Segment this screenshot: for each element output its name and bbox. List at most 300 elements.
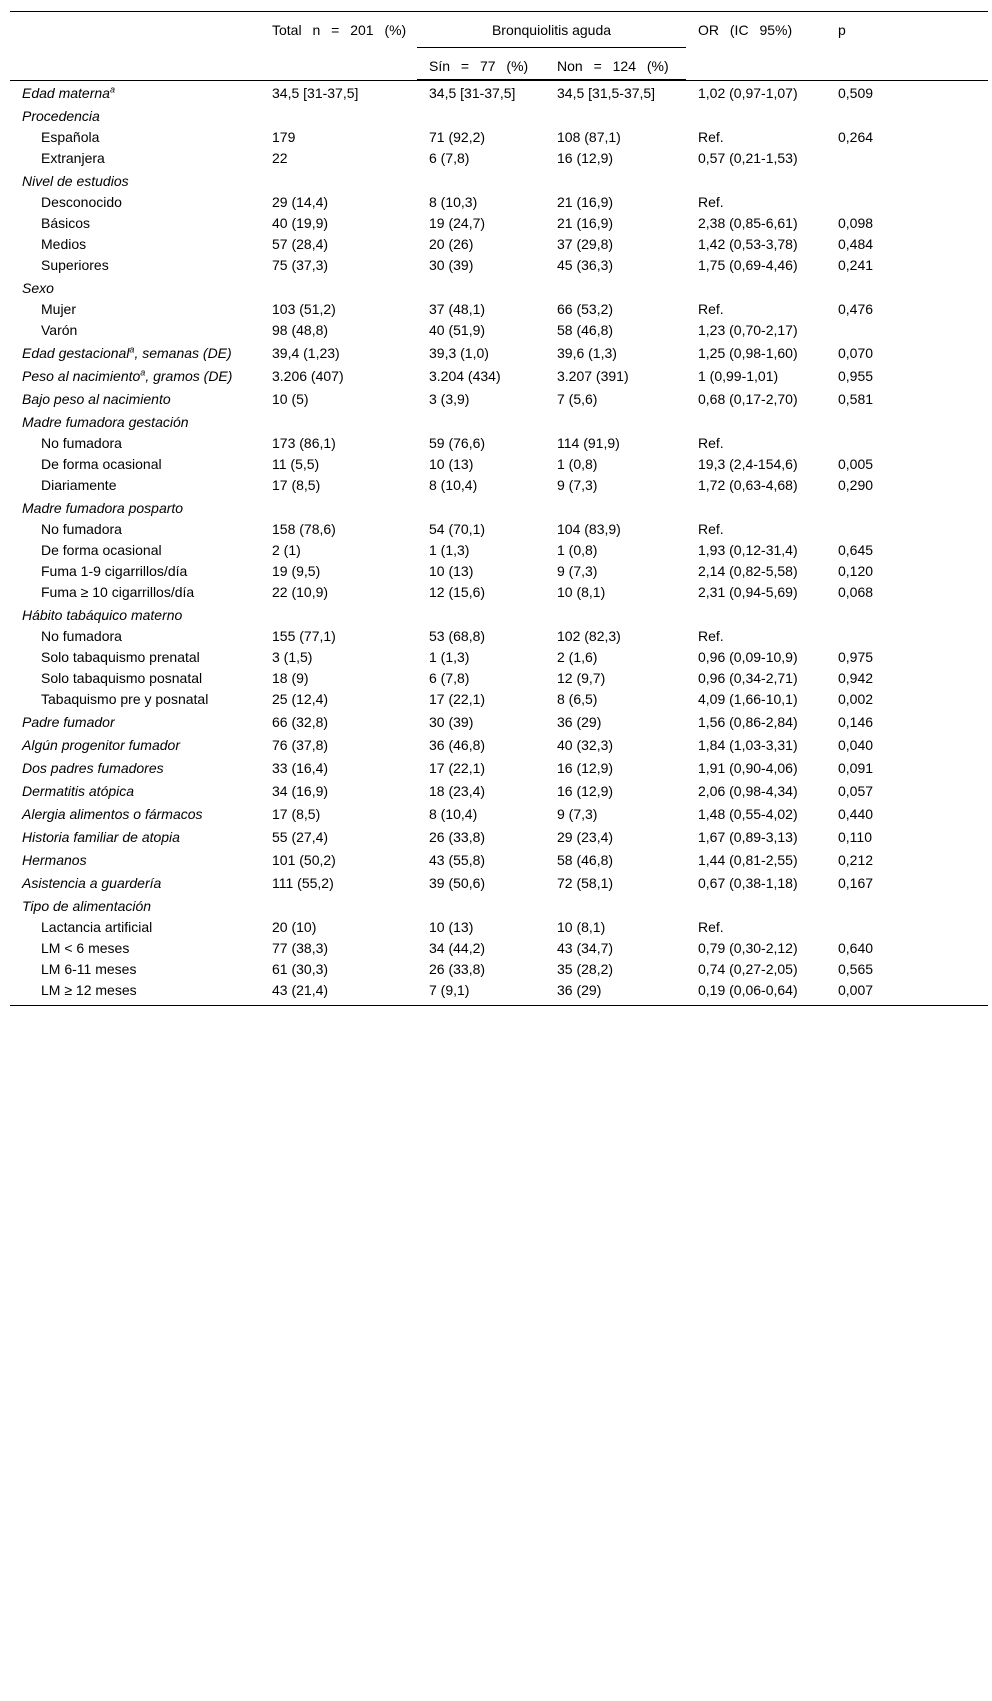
cell-non: 102 (82,3) <box>557 628 621 644</box>
row-label <box>10 668 260 689</box>
cell-or: 2,14 (0,82-5,58) <box>698 563 798 579</box>
cell-p <box>826 320 988 341</box>
cell-total: 55 (27,4) <box>272 829 329 845</box>
row-label-text: Hermanos <box>22 852 87 868</box>
table-row <box>10 779 988 802</box>
cell-or: 2,31 (0,94-5,69) <box>698 584 798 600</box>
row-label-text: Medios <box>41 236 87 252</box>
row-label <box>10 733 260 756</box>
row-label <box>10 603 260 626</box>
row-label <box>10 561 260 582</box>
table-row <box>10 802 988 825</box>
group-header-row <box>10 169 988 192</box>
cell-total: 77 (38,3) <box>272 940 329 956</box>
row-label <box>10 710 260 733</box>
cell-sin: 37 (48,1) <box>429 301 486 317</box>
cell-sin: 43 (55,8) <box>429 852 486 868</box>
row-label <box>10 626 260 647</box>
table-row <box>10 192 988 213</box>
row-label-text: Fuma 1-9 cigarrillos/día <box>41 563 188 579</box>
cell-p <box>826 192 988 213</box>
group-filler <box>260 169 988 192</box>
row-label-text: Madre fumadora posparto <box>22 500 184 516</box>
cell-total: 43 (21,4) <box>260 980 417 1006</box>
cell-sin: 10 (13) <box>429 563 474 579</box>
row-label-text: Solo tabaquismo prenatal <box>41 649 200 665</box>
row-label-text: Tabaquismo pre y posnatal <box>41 691 209 707</box>
cell-non: 8 (6,5) <box>557 691 598 707</box>
group-filler <box>260 603 988 626</box>
cell-non: 29 (23,4) <box>557 829 614 845</box>
cell-or: 2,06 (0,98-4,34) <box>698 783 798 799</box>
table-row <box>10 689 988 710</box>
cell-p: 0,040 <box>838 737 874 753</box>
footnote-marker: a <box>129 344 135 355</box>
cell-non: 36 (29) <box>545 980 686 1006</box>
row-label-text: Tipo de alimentación <box>22 898 152 914</box>
cell-total: 34 (16,9) <box>272 783 329 799</box>
row-label-rest: , semanas (DE) <box>134 345 232 361</box>
table-row <box>10 647 988 668</box>
row-label <box>10 364 260 387</box>
cell-sin: 36 (46,8) <box>429 737 486 753</box>
row-label-text: Española <box>41 129 100 145</box>
cell-or: 1,23 (0,70-2,17) <box>698 322 798 338</box>
cell-sin: 39 (50,6) <box>429 875 486 891</box>
cell-p: 0,005 <box>838 456 874 472</box>
cell-p: 0,440 <box>838 806 874 822</box>
cell-sin: 6 (7,8) <box>429 670 470 686</box>
cell-p: 0,070 <box>838 345 874 361</box>
cell-or: 1,44 (0,81-2,55) <box>698 852 798 868</box>
table-row <box>10 959 988 980</box>
group-filler <box>260 276 988 299</box>
table-row <box>10 561 988 582</box>
row-label-text: Desconocido <box>41 194 122 210</box>
row-label <box>10 255 260 276</box>
cell-sin: 34 (44,2) <box>429 940 486 956</box>
cell-sin: 59 (76,6) <box>429 435 486 451</box>
footnote-marker: a <box>140 367 146 378</box>
header-p: p <box>838 22 846 38</box>
group-filler <box>260 104 988 127</box>
cell-p <box>826 519 988 540</box>
cell-sin: 20 (26) <box>429 236 474 252</box>
table-row <box>10 127 988 148</box>
cell-total: 33 (16,4) <box>272 760 329 776</box>
cell-or: Ref. <box>698 435 724 451</box>
cell-non: 10 (8,1) <box>557 584 606 600</box>
cell-p <box>826 917 988 938</box>
cell-p: 0,068 <box>838 584 874 600</box>
cell-total: 179 <box>272 129 296 145</box>
row-label <box>10 127 260 148</box>
row-label <box>10 148 260 169</box>
header-total: Total n = 201 (%) <box>272 22 407 38</box>
cell-non: 21 (16,9) <box>557 215 614 231</box>
group-header-row <box>10 894 988 917</box>
cell-non: 40 (32,3) <box>557 737 614 753</box>
cell-non: 1 (0,8) <box>557 456 598 472</box>
cell-sin: 53 (68,8) <box>429 628 486 644</box>
cell-sin: 71 (92,2) <box>429 129 486 145</box>
cell-non: 1 (0,8) <box>557 542 598 558</box>
table-row <box>10 848 988 871</box>
table-row <box>10 668 988 689</box>
row-label <box>10 540 260 561</box>
cell-sin: 8 (10,3) <box>429 194 478 210</box>
row-label <box>10 475 260 496</box>
row-label-text: Extranjera <box>41 150 105 166</box>
cell-total: 155 (77,1) <box>272 628 336 644</box>
cell-sin: 3 (3,9) <box>429 391 470 407</box>
row-label-text: Edad materna <box>22 85 110 101</box>
cell-sin: 19 (24,7) <box>429 215 486 231</box>
row-label-text: Superiores <box>41 257 109 273</box>
row-label <box>10 433 260 454</box>
row-label <box>10 871 260 894</box>
row-label-text: De forma ocasional <box>41 456 162 472</box>
row-label <box>10 454 260 475</box>
row-label <box>10 848 260 871</box>
table-row <box>10 299 988 320</box>
row-label <box>10 647 260 668</box>
row-label-text: No fumadora <box>41 435 122 451</box>
cell-or: 0,68 (0,17-2,70) <box>698 391 798 407</box>
group-header-row <box>10 603 988 626</box>
group-header-row <box>10 496 988 519</box>
row-label <box>10 894 260 917</box>
cell-p <box>826 148 988 169</box>
cell-total: 17 (8,5) <box>272 477 321 493</box>
cell-p: 0,290 <box>838 477 874 493</box>
table-row <box>10 387 988 410</box>
cell-or: 0,67 (0,38-1,18) <box>698 875 798 891</box>
cell-non: 21 (16,9) <box>557 194 614 210</box>
row-label-text: Mujer <box>41 301 77 317</box>
cell-or: Ref. <box>698 521 724 537</box>
cell-or: Ref. <box>698 628 724 644</box>
cell-total: 22 <box>272 150 288 166</box>
cell-total: 20 (10) <box>272 919 317 935</box>
row-label <box>10 320 260 341</box>
row-label <box>10 234 260 255</box>
row-label <box>10 519 260 540</box>
row-label <box>10 341 260 364</box>
cell-or: 1,75 (0,69-4,46) <box>698 257 798 273</box>
row-label-text: Algún progenitor fumador <box>22 737 180 753</box>
table-row <box>10 626 988 647</box>
cell-non: 35 (28,2) <box>557 961 614 977</box>
row-label-text: Dermatitis atópica <box>22 783 135 799</box>
cell-non: 2 (1,6) <box>557 649 598 665</box>
cell-non: 58 (46,8) <box>557 852 614 868</box>
group-header-row <box>10 276 988 299</box>
cell-p: 0,110 <box>838 829 872 845</box>
cell-non: 12 (9,7) <box>557 670 606 686</box>
cell-p: 0,057 <box>838 783 874 799</box>
header-sin: Sín = 77 (%) <box>417 48 545 80</box>
table-row <box>10 825 988 848</box>
row-label <box>10 779 260 802</box>
cell-p: 0,955 <box>838 368 874 384</box>
cell-total: 75 (37,3) <box>272 257 329 273</box>
cell-total: 22 (10,9) <box>272 584 329 600</box>
cell-total: 39,4 (1,23) <box>272 345 340 361</box>
row-label <box>10 192 260 213</box>
cell-sin: 17 (22,1) <box>429 691 486 707</box>
cell-p: 0,942 <box>838 670 874 686</box>
cell-or: 1,67 (0,89-3,13) <box>698 829 798 845</box>
cell-or: 0,57 (0,21-1,53) <box>698 150 798 166</box>
row-label-text: Sexo <box>22 280 54 296</box>
cell-or: 0,96 (0,09-10,9) <box>698 649 798 665</box>
cell-sin: 8 (10,4) <box>429 806 478 822</box>
cell-or: 1,72 (0,63-4,68) <box>698 477 798 493</box>
table-row <box>10 81 988 105</box>
table-body <box>10 81 988 1006</box>
cell-p: 0,645 <box>838 542 874 558</box>
row-label-text: Padre fumador <box>22 714 115 730</box>
row-label <box>10 802 260 825</box>
cell-total: 25 (12,4) <box>272 691 329 707</box>
cell-p: 0,241 <box>838 257 874 273</box>
cell-sin: 1 (1,3) <box>429 649 470 665</box>
row-label <box>10 496 260 519</box>
cell-non: 108 (87,1) <box>557 129 621 145</box>
row-label-text: LM 6-11 meses <box>41 961 137 977</box>
data-table-container <box>10 11 988 1006</box>
cell-p <box>826 626 988 647</box>
row-label-text: Alergia alimentos o fármacos <box>22 806 203 822</box>
header-non: Non = 124 (%) <box>545 48 686 80</box>
cell-sin: 10 (13) <box>429 456 474 472</box>
group-header-row <box>10 410 988 433</box>
cell-or: 2,38 (0,85-6,61) <box>698 215 798 231</box>
cell-total: 101 (50,2) <box>272 852 336 868</box>
cell-or: 1 (0,99-1,01) <box>698 368 779 384</box>
row-label <box>10 689 260 710</box>
cell-p: 0,146 <box>838 714 874 730</box>
group-filler <box>260 496 988 519</box>
cell-total: 29 (14,4) <box>272 194 329 210</box>
cell-non: 58 (46,8) <box>557 322 614 338</box>
row-label-text: Asistencia a guardería <box>22 875 162 891</box>
row-label-text: No fumadora <box>41 628 122 644</box>
cell-total: 19 (9,5) <box>272 563 321 579</box>
cell-or: 1,56 (0,86-2,84) <box>698 714 798 730</box>
row-label-text: Lactancia artificial <box>41 919 153 935</box>
cell-total: 10 (5) <box>272 391 309 407</box>
row-label <box>10 410 260 433</box>
cell-sin: 18 (23,4) <box>429 783 486 799</box>
cell-non: 36 (29) <box>557 714 602 730</box>
cell-or: 1,48 (0,55-4,02) <box>698 806 798 822</box>
cell-sin: 39,3 (1,0) <box>429 345 489 361</box>
row-label <box>10 169 260 192</box>
row-label <box>10 917 260 938</box>
header-variable-cell <box>10 12 260 80</box>
row-label <box>10 81 260 105</box>
cell-total: 17 (8,5) <box>272 806 321 822</box>
row-label-text: No fumadora <box>41 521 122 537</box>
cell-total: 103 (51,2) <box>272 301 336 317</box>
cell-sin: 40 (51,9) <box>429 322 486 338</box>
cell-p: 0,091 <box>838 760 874 776</box>
row-label-rest: , gramos (DE) <box>145 368 233 384</box>
cell-p: 0,509 <box>838 85 874 101</box>
cell-total: 3.206 (407) <box>272 368 344 384</box>
table-row <box>10 756 988 779</box>
cell-or: 0,96 (0,34-2,71) <box>698 670 798 686</box>
row-label <box>10 582 260 603</box>
cell-total: 158 (78,6) <box>272 521 336 537</box>
cell-non: 10 (8,1) <box>557 919 606 935</box>
table-row <box>10 519 988 540</box>
cell-or: 0,19 (0,06-0,64) <box>686 980 826 1006</box>
cell-non: 9 (7,3) <box>557 806 598 822</box>
row-label <box>10 756 260 779</box>
cell-p: 0,167 <box>838 875 874 891</box>
cell-sin: 34,5 [31-37,5] <box>429 85 516 101</box>
cell-p: 0,565 <box>838 961 874 977</box>
cell-sin: 6 (7,8) <box>429 150 470 166</box>
cell-total: 98 (48,8) <box>272 322 329 338</box>
table-row <box>10 454 988 475</box>
cell-sin: 17 (22,1) <box>429 760 486 776</box>
cell-sin: 3.204 (434) <box>429 368 501 384</box>
cell-total: 66 (32,8) <box>272 714 329 730</box>
cell-non: 9 (7,3) <box>557 477 598 493</box>
cell-non: 114 (91,9) <box>557 435 620 451</box>
cell-non: 7 (5,6) <box>557 391 598 407</box>
row-label-text: Solo tabaquismo posnatal <box>41 670 203 686</box>
cell-p: 0,975 <box>838 649 874 665</box>
row-label <box>10 276 260 299</box>
cell-sin: 30 (39) <box>429 714 474 730</box>
row-label <box>10 387 260 410</box>
row-label-text: Básicos <box>41 215 91 231</box>
cell-sin: 7 (9,1) <box>417 980 545 1006</box>
row-label-text: Procedencia <box>22 108 100 124</box>
cell-non: 104 (83,9) <box>557 521 621 537</box>
table-row <box>10 234 988 255</box>
cell-or: 1,84 (1,03-3,31) <box>698 737 798 753</box>
cell-non: 9 (7,3) <box>557 563 598 579</box>
cell-or: 1,93 (0,12-31,4) <box>698 542 798 558</box>
table-row <box>10 980 988 1006</box>
cell-p: 0,212 <box>838 852 874 868</box>
cell-p <box>826 433 988 454</box>
cell-p: 0,007 <box>826 980 988 1006</box>
table-row <box>10 364 988 387</box>
cell-p: 0,640 <box>838 940 874 956</box>
cell-total: 34,5 [31-37,5] <box>272 85 359 101</box>
row-label-text: Varón <box>41 322 78 338</box>
cell-p: 0,264 <box>838 129 874 145</box>
footnote-marker: a <box>109 84 115 95</box>
cell-sin: 8 (10,4) <box>429 477 478 493</box>
cell-or: Ref. <box>698 919 724 935</box>
row-label <box>10 299 260 320</box>
cell-or: 0,79 (0,30-2,12) <box>698 940 798 956</box>
row-label-text: LM < 6 meses <box>41 940 130 956</box>
row-label-text: Peso al nacimiento <box>22 368 141 384</box>
row-label-text: Dos padres fumadores <box>22 760 164 776</box>
row-label-text: Bajo peso al nacimiento <box>22 391 171 407</box>
table-row <box>10 341 988 364</box>
row-label <box>10 959 260 980</box>
cell-non: 39,6 (1,3) <box>557 345 617 361</box>
cell-sin: 12 (15,6) <box>429 584 486 600</box>
cell-non: 34,5 [31,5-37,5] <box>557 85 656 101</box>
row-label <box>10 938 260 959</box>
cell-non: 66 (53,2) <box>557 301 614 317</box>
cell-p: 0,098 <box>838 215 874 231</box>
group-filler <box>260 410 988 433</box>
data-table <box>10 11 988 1006</box>
table-row <box>10 871 988 894</box>
cell-sin: 1 (1,3) <box>429 542 470 558</box>
row-label-text: De forma ocasional <box>41 542 162 558</box>
cell-total: 11 (5,5) <box>272 456 320 472</box>
table-row <box>10 475 988 496</box>
group-filler <box>260 894 988 917</box>
row-label <box>10 980 260 1006</box>
group-header-row <box>10 104 988 127</box>
cell-or: 1,02 (0,97-1,07) <box>698 85 798 101</box>
row-label-text: Nivel de estudios <box>22 173 129 189</box>
cell-non: 3.207 (391) <box>557 368 629 384</box>
cell-total: 40 (19,9) <box>272 215 329 231</box>
cell-or: Ref. <box>698 301 724 317</box>
cell-or: 1,91 (0,90-4,06) <box>698 760 798 776</box>
row-label <box>10 825 260 848</box>
cell-non: 16 (12,9) <box>557 783 614 799</box>
cell-p: 0,581 <box>838 391 874 407</box>
table-row <box>10 148 988 169</box>
cell-total: 18 (9) <box>272 670 309 686</box>
cell-sin: 54 (70,1) <box>429 521 486 537</box>
cell-or: 1,25 (0,98-1,60) <box>698 345 798 361</box>
row-label-text: Historia familiar de atopia <box>22 829 180 845</box>
cell-total: 61 (30,3) <box>272 961 329 977</box>
cell-or: 0,74 (0,27-2,05) <box>698 961 798 977</box>
cell-non: 16 (12,9) <box>557 150 614 166</box>
table-row <box>10 540 988 561</box>
cell-non: 72 (58,1) <box>557 875 614 891</box>
cell-total: 111 (55,2) <box>272 875 334 891</box>
cell-p: 0,120 <box>838 563 874 579</box>
cell-total: 57 (28,4) <box>272 236 329 252</box>
cell-total: 173 (86,1) <box>272 435 336 451</box>
cell-total: 76 (37,8) <box>272 737 329 753</box>
cell-sin: 30 (39) <box>429 257 474 273</box>
header-group: Bronquiolitis aguda <box>417 12 686 48</box>
table-row <box>10 710 988 733</box>
table-row <box>10 938 988 959</box>
table-row <box>10 917 988 938</box>
table-row <box>10 255 988 276</box>
cell-sin: 10 (13) <box>429 919 474 935</box>
cell-non: 37 (29,8) <box>557 236 614 252</box>
cell-non: 16 (12,9) <box>557 760 614 776</box>
cell-p: 0,002 <box>838 691 874 707</box>
row-label-text: Edad gestacional <box>22 345 130 361</box>
header-or: OR (IC 95%) <box>698 22 793 38</box>
cell-p: 0,476 <box>838 301 874 317</box>
row-label-text: LM ≥ 12 meses <box>41 982 137 998</box>
